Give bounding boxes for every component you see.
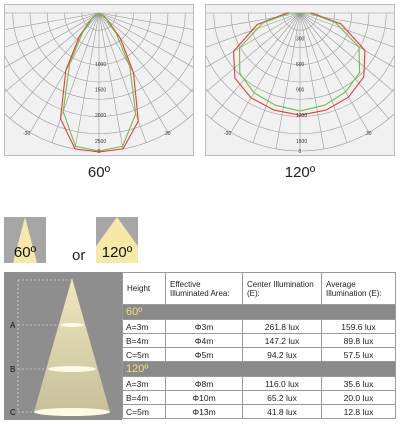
zero-tick-label: 0 (298, 149, 302, 155)
grid-spoke (99, 13, 193, 60)
beam-120-box (96, 217, 138, 263)
angle-tick-label: 30 (366, 131, 372, 137)
angle-tick-label: 30 (165, 131, 171, 137)
grid-spoke (99, 13, 193, 102)
grid-spoke (206, 13, 300, 60)
cell-center: 94.2 lux (243, 348, 322, 362)
cell-average: 89.8 lux (322, 334, 396, 348)
radial-tick-label: 1500 (95, 87, 107, 94)
cell-average: 35.6 lux (322, 377, 396, 391)
radial-tick-label: 2000 (95, 113, 107, 120)
grid-spoke (206, 13, 300, 102)
cone-label-a: A (10, 321, 16, 330)
chart-label-60: 60º (87, 164, 111, 181)
cell-height: C=5m (123, 405, 166, 419)
grid-spoke (5, 13, 99, 102)
grid-spoke (300, 13, 394, 102)
grid-spoke (5, 13, 99, 60)
cell-average: 12.8 lux (322, 405, 396, 419)
cell-height: C=5m (123, 348, 166, 362)
table-row (123, 334, 396, 348)
cone-label-b: B (10, 365, 16, 374)
cell-area: Φ13m (166, 405, 243, 419)
table-header-row (123, 273, 396, 305)
cell-average: 159.6 lux (322, 320, 396, 334)
radial-tick-label: 1000 (95, 62, 107, 69)
angle-tick-label: -30 (23, 131, 31, 137)
cell-center: 41.8 lux (243, 405, 322, 419)
section-title-120: 120º (123, 362, 396, 377)
header-height: Height (123, 273, 166, 305)
cone-illustration (4, 272, 122, 420)
cone-graphic (4, 272, 122, 420)
cell-area: Φ4m (166, 334, 243, 348)
cell-height: A=3m (123, 377, 166, 391)
cell-height: A=3m (123, 320, 166, 334)
header-area: Effective Illuminated Area: (166, 273, 243, 305)
cell-area: Φ8m (166, 377, 243, 391)
radial-tick-label: 900 (296, 87, 305, 94)
beam-60-box (4, 217, 46, 263)
cell-area: Φ3m (166, 320, 243, 334)
grid-spoke (300, 13, 394, 60)
angle-tick-label: -30 (224, 131, 232, 137)
table-row (123, 377, 396, 391)
section-title-60: 60º (123, 305, 396, 320)
radial-tick-label: 1500 (296, 138, 308, 145)
cell-height: B=4m (123, 334, 166, 348)
table-row (123, 391, 396, 405)
beam-120-label: 120º (101, 244, 133, 261)
cell-area: Φ10m (166, 391, 243, 405)
cell-center: 147.2 lux (243, 334, 322, 348)
illumination-table (122, 272, 396, 419)
zero-tick-label: 0 (97, 149, 101, 155)
beam-60-label: 60º (13, 244, 37, 261)
section-row-60 (123, 305, 396, 320)
header-average: Average Illumination (E): (322, 273, 396, 305)
radial-tick-label: 2500 (95, 138, 107, 145)
polar-plot-60 (5, 5, 193, 155)
radial-tick-label: 300 (296, 36, 305, 43)
table-row (123, 405, 396, 419)
cone-label-c: C (10, 408, 16, 417)
cell-area: Φ5m (166, 348, 243, 362)
cell-average: 20.0 lux (322, 391, 396, 405)
section-row-120 (123, 362, 396, 377)
radial-tick-label: 600 (296, 62, 305, 69)
chart-label-120: 120º (284, 164, 316, 181)
cell-average: 57.5 lux (322, 348, 396, 362)
table-row (123, 320, 396, 334)
table-row (123, 348, 396, 362)
polar-chart-60 (4, 4, 194, 156)
radial-tick-label: 1200 (296, 113, 308, 120)
cell-center: 65.2 lux (243, 391, 322, 405)
header-center: Center Illumination (E): (243, 273, 322, 305)
polar-chart-120 (205, 4, 395, 156)
cell-center: 116.0 lux (243, 377, 322, 391)
cell-height: B=4m (123, 391, 166, 405)
cell-center: 261.8 lux (243, 320, 322, 334)
or-label: or (72, 247, 86, 264)
polar-plot-120 (206, 5, 394, 155)
